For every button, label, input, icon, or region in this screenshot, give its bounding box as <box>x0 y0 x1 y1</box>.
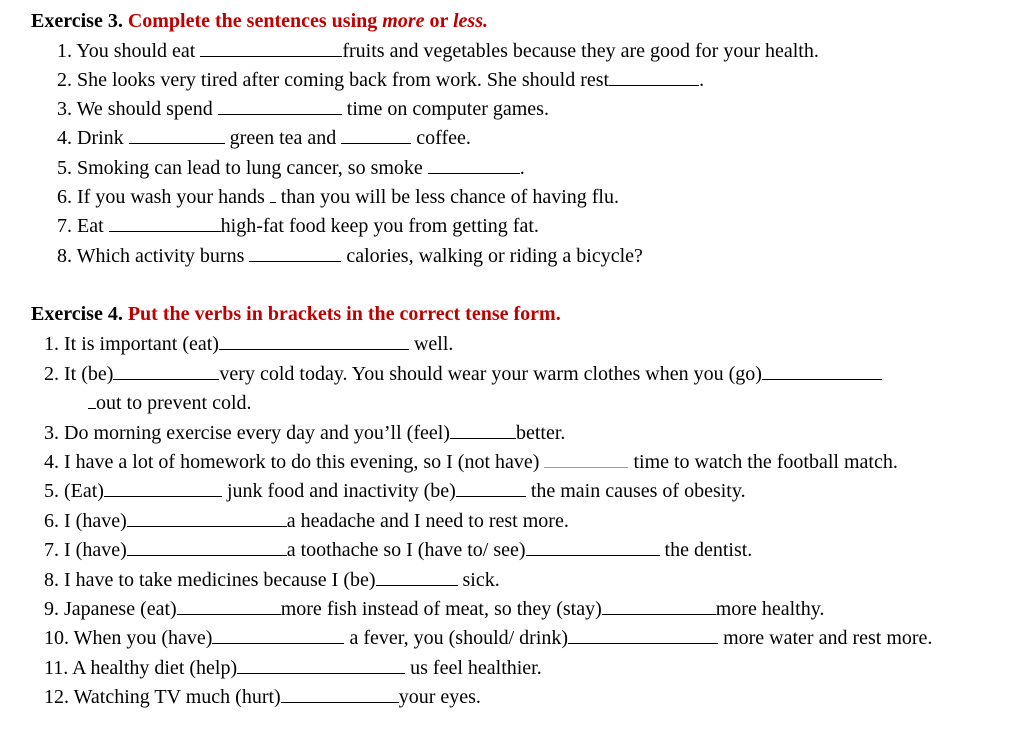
ex4-item-11: 11. A healthy diet (help) us feel healthier. <box>44 657 542 679</box>
answer-blank[interactable] <box>456 495 526 497</box>
ex4-item-6: 6. I (have) a headache and I need to rest more. <box>44 510 569 532</box>
ex4-item-2: 2. It (be) very cold today. You should wear your warm clothes when you (go) <box>44 360 882 389</box>
answer-blank[interactable] <box>609 84 699 86</box>
ex3-item-7: 7. Eat high-fat food keep you from getting fat. <box>57 215 539 237</box>
ex4-item-8: 8. I have to take medicines because I (be) sick. <box>44 569 500 591</box>
answer-blank[interactable] <box>762 378 882 380</box>
answer-blank[interactable] <box>249 260 341 262</box>
ex4-item-3: 3. Do morning exercise every day and you’ll (feel) better. <box>44 422 566 444</box>
ex4-item-12: 12. Watching TV much (hurt) your eyes. <box>44 686 481 708</box>
answer-blank[interactable] <box>104 495 222 497</box>
ex4-item-10: 10. When you (have) a fever, you (should/ drink) more water and rest more. <box>44 627 933 649</box>
answer-blank[interactable] <box>526 554 660 556</box>
ex4-item-7: 7. I (have) a toothache so I (have to/ see) the dentist. <box>44 539 753 561</box>
answer-blank[interactable] <box>270 201 276 203</box>
exercise-4-label: Exercise 4. <box>31 303 123 325</box>
ex4-item-1: 1. It is important (eat) well. <box>44 333 454 355</box>
answer-blank[interactable] <box>428 172 520 174</box>
answer-blank[interactable] <box>237 672 405 674</box>
ex3-item-4: 4. Drink green tea and coffee. <box>57 127 471 149</box>
answer-blank[interactable] <box>177 613 281 615</box>
ex3-item-5: 5. Smoking can lead to lung cancer, so smoke . <box>57 157 525 179</box>
answer-blank[interactable] <box>218 113 342 115</box>
answer-blank[interactable] <box>341 142 411 144</box>
exercise-4-heading <box>31 300 561 329</box>
answer-blank[interactable] <box>113 378 219 380</box>
answer-blank[interactable] <box>129 142 225 144</box>
exercise-3-instruction: Complete the sentences using more or less. <box>127 10 488 32</box>
answer-blank[interactable] <box>281 701 399 703</box>
answer-blank[interactable] <box>200 55 342 57</box>
answer-blank[interactable] <box>544 466 628 468</box>
ex3-item-2: 2. She looks very tired after coming back from work. She should rest . <box>57 69 705 91</box>
ex3-item-1: 1. You should eat fruits and vegetables because they are good for your health. <box>57 40 819 62</box>
answer-blank[interactable] <box>88 407 96 409</box>
answer-blank[interactable] <box>602 613 716 615</box>
answer-blank[interactable] <box>127 554 287 556</box>
exercise-3-label: Exercise 3. <box>31 10 123 32</box>
answer-blank[interactable] <box>219 348 409 350</box>
answer-blank[interactable] <box>212 642 344 644</box>
ex4-item-9: 9. Japanese (eat) more fish instead of meat, so they (stay) more healthy. <box>44 598 825 620</box>
exercise-4-instruction: Put the verbs in brackets in the correct tense form. <box>127 303 561 325</box>
ex4-item-5: 5. (Eat) junk food and inactivity (be) the main causes of obesity. <box>44 480 746 502</box>
answer-blank[interactable] <box>109 230 221 232</box>
answer-blank[interactable] <box>568 642 718 644</box>
answer-blank[interactable] <box>376 584 458 586</box>
ex3-item-8: 8. Which activity burns calories, walking or riding a bicycle? <box>57 245 643 267</box>
ex3-item-3: 3. We should spend time on computer games. <box>57 98 549 120</box>
exercise-3-heading <box>31 7 488 36</box>
ex3-item-6: 6. If you wash your hands than you will be less chance of having flu. <box>57 186 619 208</box>
ex4-item-4: 4. I have a lot of homework to do this evening, so I (not have) time to watch the football match. <box>44 451 898 473</box>
answer-blank[interactable] <box>450 437 516 439</box>
ex4-item-2-continued: out to prevent cold. <box>88 389 252 418</box>
answer-blank[interactable] <box>127 525 287 527</box>
